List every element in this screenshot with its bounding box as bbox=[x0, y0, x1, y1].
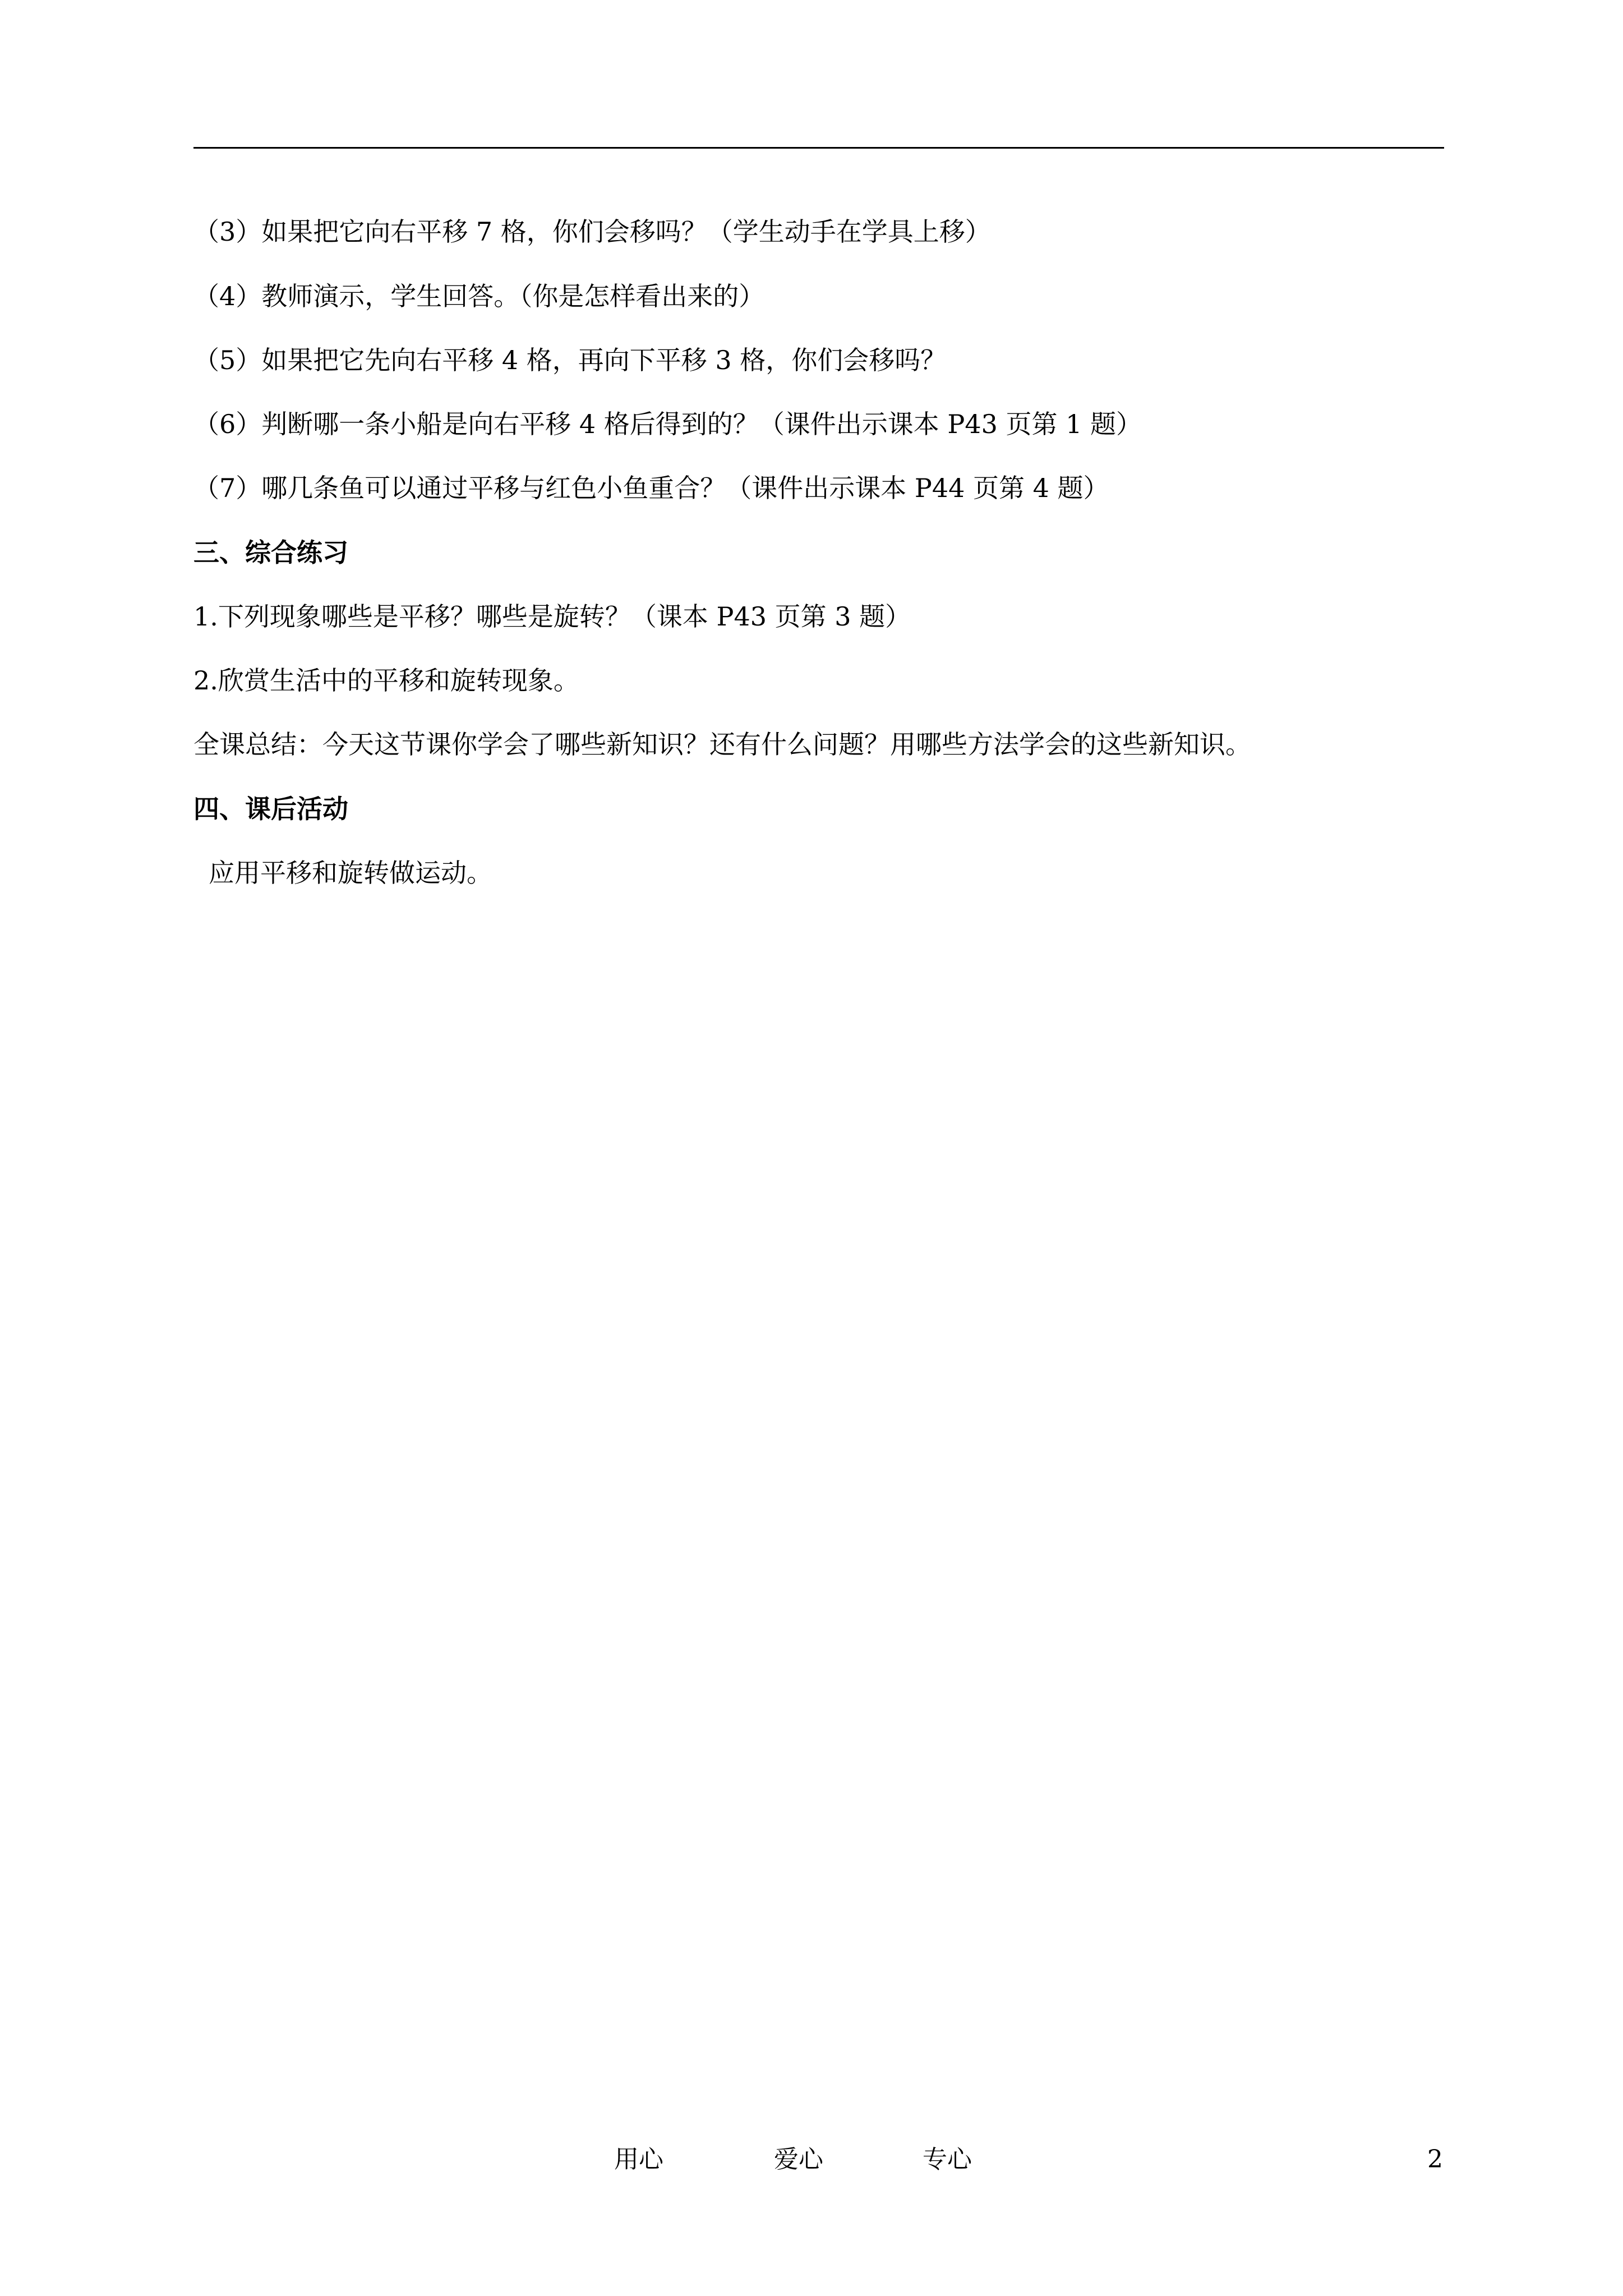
header-rule bbox=[193, 147, 1444, 149]
footer-word-3: 专心 bbox=[923, 2145, 972, 2174]
page-number: 2 bbox=[1427, 2145, 1443, 2174]
step-6-line: （6）判断哪一条小船是向右平移 4 格后得到的？（课件出示课本 P43 页第 1 题） bbox=[193, 409, 1142, 439]
footer-word-2: 爱心 bbox=[774, 2145, 823, 2174]
footer-word-1: 用心 bbox=[614, 2145, 663, 2174]
practice-item-2: 2.欣赏生活中的平移和旋转现象。 bbox=[193, 665, 579, 696]
practice-item-1: 1.下列现象哪些是平移？哪些是旋转？（课本 P43 页第 3 题） bbox=[193, 601, 911, 632]
step-7-line: （7）哪几条鱼可以通过平移与红色小鱼重合？（课件出示课本 P44 页第 4 题） bbox=[193, 473, 1109, 503]
activity-body: 应用平移和旋转做运动。 bbox=[209, 858, 492, 888]
step-5-line: （5）如果把它先向右平移 4 格，再向下平移 3 格，你们会移吗？ bbox=[193, 345, 947, 375]
section-heading-practice: 三、综合练习 bbox=[193, 537, 348, 568]
step-4-line: （4）教师演示，学生回答。（你是怎样看出来的） bbox=[193, 281, 765, 311]
step-3-line: （3）如果把它向右平移 7 格，你们会移吗？（学生动手在学具上移） bbox=[193, 217, 991, 247]
section-heading-activity: 四、课后活动 bbox=[193, 794, 348, 824]
lesson-summary: 全课总结：今天这节课你学会了哪些新知识？还有什么问题？用哪些方法学会的这些新知识。 bbox=[193, 729, 1251, 760]
